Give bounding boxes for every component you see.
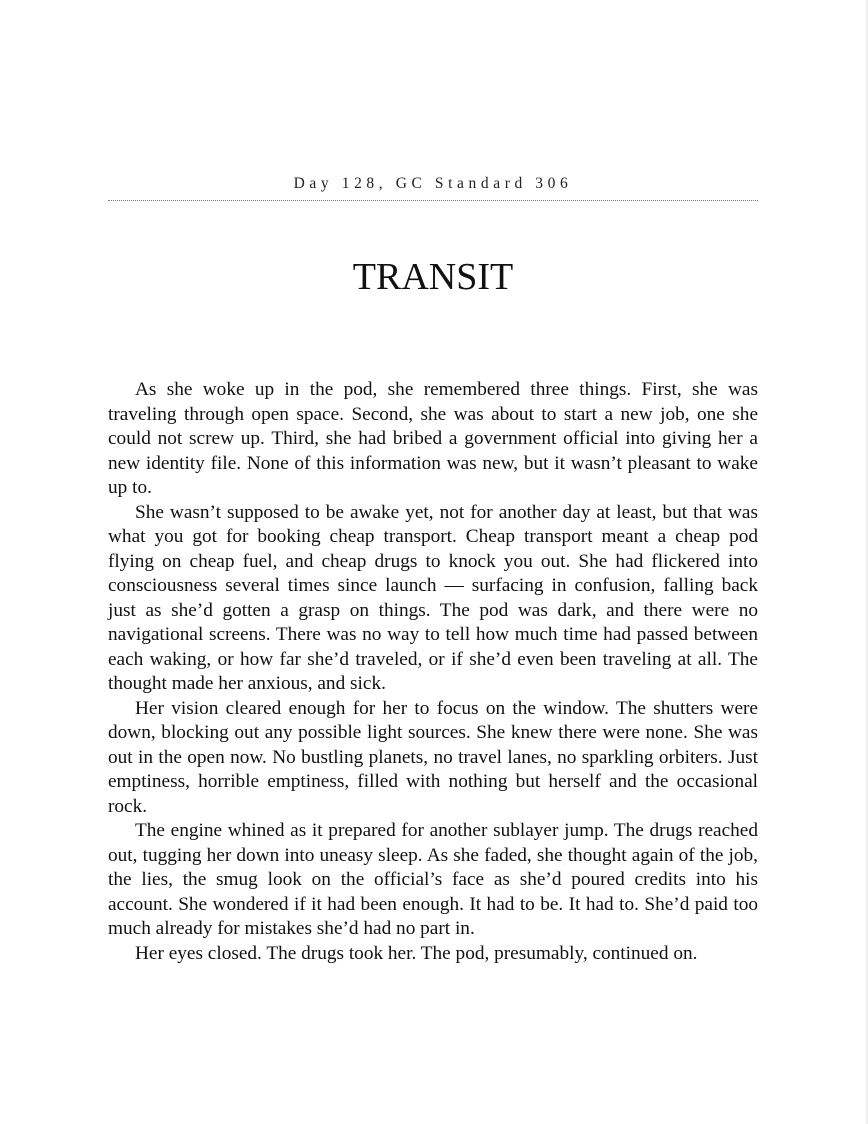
chapter-body	[108, 378, 758, 966]
chapter-title: TRANSIT	[352, 256, 514, 298]
paragraph: As she woke up in the pod, she remembered three things. First, she was traveling through open space. Second, she was about to start a new job, one she could not screw up. Third, she had bribed a government official into giving her a new identity file. None of this information was new, but it wasn’t pleasant to wake up to.	[108, 379, 758, 498]
paragraph: She wasn’t supposed to be awake yet, not for another day at least, but that was what you got for booking cheap transport. Cheap transport meant a cheap pod flying on cheap fuel, and cheap drugs to knock you out. She had flickered into consciousness several times since launch — surfacing in confusion, falling back just as she’d gotten a grasp on things. The pod was dark, and there were no navigational screens. There was no way to tell how much time had passed between each waking, or how far she’d traveled, or if she’d even been traveling at all. The thought made her anxious, and sick.	[108, 501, 758, 694]
paragraph: The engine whined as it prepared for another sublayer jump. The drugs reached out, tugging her down into uneasy sleep. As she faded, she thought again of the job, the lies, the smug look on the official’s face as she’d poured credits into his account. She wondered if it had been enough. It had to be. It had to. She’d paid too much already for mistakes she’d had no part in.	[108, 820, 758, 939]
running-head: Day 128, GC Standard 306	[293, 175, 573, 192]
paragraph: Her eyes closed. The drugs took her. The pod, presumably, continued on.	[135, 942, 698, 964]
paragraph: Her vision cleared enough for her to focus on the window. The shutters were down, blocking out any possible light sources. She knew there were none. She was out in the open now. No bustling planets, no travel lanes, no sparkling orbiters. Just emptiness, horrible emptiness, filled with nothing but herself and the occasional rock.	[108, 697, 758, 817]
header-divider	[108, 200, 758, 201]
